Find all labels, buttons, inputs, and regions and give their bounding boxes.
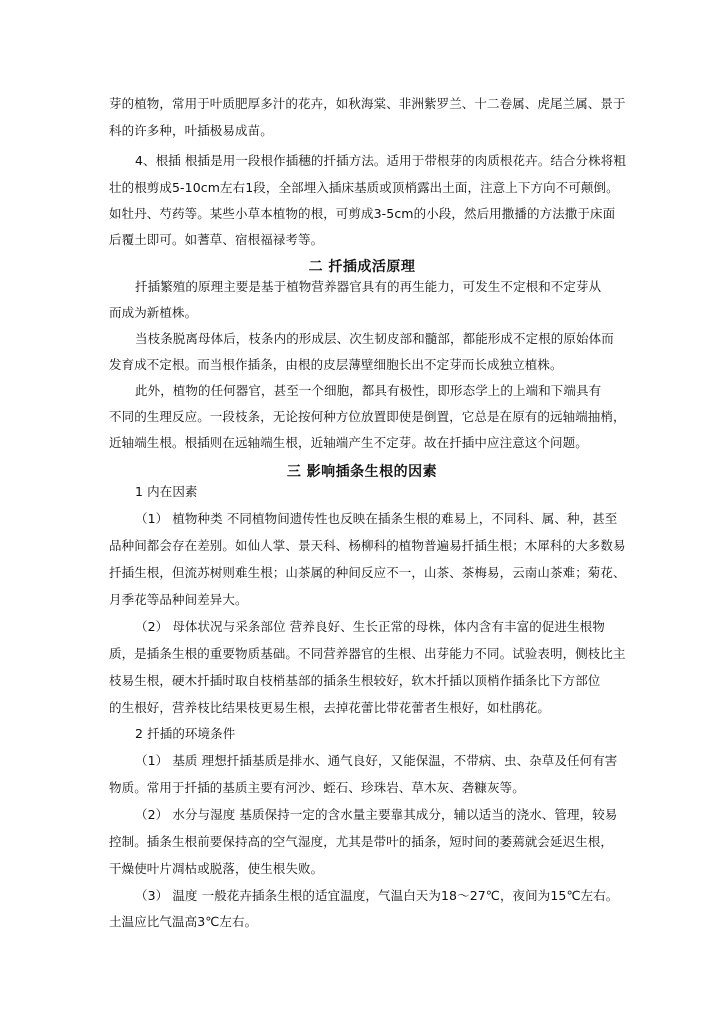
paragraph-line: 物质。常用于扦插的基质主要有河沙、蛭石、珍珠岩、草木灰、砻糠灰等。 (109, 780, 525, 795)
paragraph-line: 近轴端生根。根插则在远轴端生根，近轴端产生不定芽。故在扦插中应注意这个问题。 (109, 435, 588, 450)
paragraph-line: （3） 温度 一般花卉插条生根的适宜温度，气温白天为18～27℃，夜间为15℃左右。 (135, 888, 619, 903)
paragraph-line: 4、根插 根插是用一段根作插穗的扦插方法。适用于带根芽的肉质根花卉。结合分株将粗 (135, 153, 626, 168)
paragraph-line: 质，是插条生根的重要物质基础。不同营养器官的生根、出芽能力不同。试验表明，侧枝比主 (109, 646, 626, 661)
paragraph-line: 不同的生理反应。一段枝条，无论按何种方位放置即使是倒置，它总是在原有的远轴端抽梢， (109, 409, 626, 424)
paragraph-line: 控制。插条生根前要保持高的空气湿度，尤其是带叶的插条，短时间的萎蔫就会延迟生根， (109, 834, 614, 849)
paragraph-line: 如牡丹、芍药等。某些小草本植物的根，可剪成3-5cm的小段，然后用撒播的方法撒于床面 (109, 206, 616, 221)
paragraph-line: 土温应比气温高3℃左右。 (109, 914, 258, 929)
paragraph-line: （1） 基质 理想扦插基质是排水、通气良好，又能保温，不带病、虫、杂草及任何有害 (135, 753, 618, 768)
paragraph-line: 干燥使叶片凋枯或脱落，使生根失败。 (109, 861, 324, 876)
paragraph-line: 后覆土即可。如蓍草、宿根福禄考等。 (109, 232, 324, 247)
paragraph-line: 当枝条脱离母体后，枝条内的形成层、次生韧皮部和髓部，都能形成不定根的原始体而 (135, 331, 614, 346)
paragraph-line: 品种间都会存在差别。如仙人掌、景天科、杨柳科的植物普遍易扦插生根；木犀科的大多数易 (109, 538, 626, 553)
section-heading: 二 扦插成活原理 (308, 259, 416, 275)
paragraph-line: 发育成不定根。而当根作插条，由根的皮层薄壁细胞长出不定芽而长成独立植株。 (109, 357, 563, 372)
paragraph-line: 壮的根剪成5-10cm左右1段，全部埋入插床基质或顶梢露出土面，注意上下方向不可颠倒。 (109, 180, 619, 195)
section-heading: 三 影响插条生根的因素 (286, 464, 438, 480)
paragraph-line: 扦插生根，但流苏树则难生根；山茶属的种间反应不一，山茶、茶梅易，云南山茶难；菊花、 (109, 565, 626, 580)
paragraph-line: 而成为新植株。 (109, 305, 198, 320)
subsection-title: 1 内在因素 (135, 484, 198, 499)
paragraph-line: 月季花等品种间差异大。 (109, 592, 248, 607)
paragraph-line: 枝易生根，硬木扦插时取自枝梢基部的插条生根较好，软木扦插以顶梢作插条比下方部位 (109, 673, 601, 688)
paragraph-line: 科的许多种，叶插极易成苗。 (109, 123, 273, 138)
paragraph-line: 此外，植物的任何器官，甚至一个细胞，都具有极性，即形态学上的上端和下端具有 (135, 383, 602, 398)
paragraph-line: （1） 植物种类 不同植物间遗传性也反映在插条生根的难易上，不同科、属、种，甚至 (135, 511, 618, 526)
paragraph-line: 的生根好，营养枝比结果枝更易生根，去掉花蕾比带花蕾者生根好，如杜鹃花。 (109, 700, 551, 715)
paragraph-line: 扦插繁殖的原理主要是基于植物营养器官具有的再生能力，可发生不定根和不定芽从 (135, 279, 602, 294)
paragraph-line: （2） 母体状况与采条部位 营养良好、生长正常的母株，体内含有丰富的促进生根物 (135, 619, 605, 634)
subsection-title: 2 扦插的环境条件 (135, 726, 236, 741)
paragraph-line: 芽的植物，常用于叶质肥厚多汁的花卉，如秋海棠、非洲紫罗兰、十二卷属、虎尾兰属、景于 (109, 96, 626, 111)
paragraph-line: （2） 水分与湿度 基质保持一定的含水量主要靠其成分，辅以适当的浇水、管理，较易 (135, 807, 618, 822)
